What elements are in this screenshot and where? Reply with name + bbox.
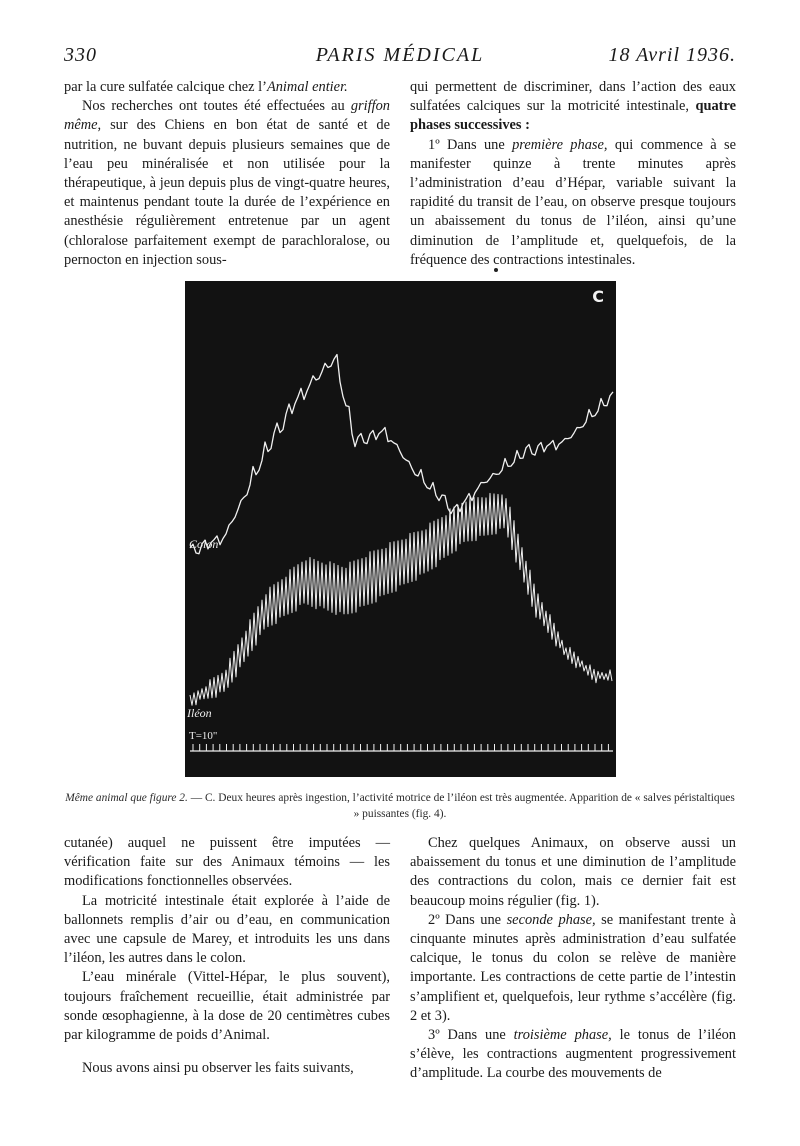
- colon-label: Colon: [189, 537, 219, 551]
- paragraph: 1º Dans une première phase, qui commence à se manifester quinze à trente minutes après l’administration d’eau d’Hépar, variable suivant la rapidité du transit de l’eau, on observe presque toujours un abaissement du tonus de l’iléon, ainsi qu’une diminution de l’amplitude et, quelquefois, de la fréquence des contractions intestinales.: [410, 136, 736, 268]
- caption-lead: Même animal que figure 2.: [65, 792, 188, 804]
- issue-date: 18 Avril 1936.: [608, 44, 736, 66]
- emphasis: seconde phase,: [506, 911, 596, 928]
- emphasis: première phase,: [512, 136, 608, 153]
- bold-phrase: quatre phases successives :: [410, 98, 736, 134]
- time-ticks: [193, 744, 608, 751]
- paragraph: L’eau minérale (Vittel-Hépar, le plus souvent), toujours fraîchement recueillie, était administrée par sonde œsophagienne, à la dose de 20 centimètres cubes par kilogramme de poids d’Animal.: [64, 969, 390, 1044]
- emphasis: troisième phase,: [513, 1027, 612, 1044]
- column-top-left: [64, 78, 390, 270]
- print-speck: [494, 268, 498, 272]
- ileon-tracing: [190, 493, 612, 705]
- figure-letter: C: [592, 287, 604, 306]
- paragraph: Nous avons ainsi pu observer les faits suivants,: [82, 1060, 354, 1077]
- paragraph: 2º Dans une seconde phase, se manifestant trente à cinquante minutes après administration d’eau sulfatée calcique, le tonus du colon se relève de manière importante. Les contractions de cette partie de l’intestin s’amplifient et, quelquefois, leur rythme s’accélère (fig. 2 et 3).: [410, 911, 736, 1024]
- paragraph: Nos recherches ont toutes été effectuées au griffon même, sur des Chiens en bon état de santé et de nutrition, ne buvant depuis plusieurs semaines que de l’eau peu minéralisée et non utilisée pour la thérapeutique, à jeun depuis plus de vingt-quatre heures, et maintenus pendant toute la durée de l’expérience en anesthésie régulièrement entretenue par un agent (chloralose parfaitement exempt de parachloralose, ou pernocton en injection sous-: [64, 98, 390, 268]
- paragraph: cutanée) auquel ne puissent être imputées — vérification faite sur des Animaux témoins — les modifications fonctionnelles observées.: [64, 835, 390, 890]
- colon-tracing: [190, 355, 613, 554]
- paragraph: La motricité intestinale était explorée à l’aide de ballonnets remplis d’air ou d’eau, en communication avec une capsule de Marey, et introduits les uns dans l’iléon, les autres dans le colon.: [64, 892, 390, 967]
- journal-title: PARIS MÉDICAL: [315, 44, 485, 66]
- ileon-label: Iléon: [187, 706, 212, 720]
- figure-caption: [64, 790, 736, 822]
- caption-text: — C. Deux heures après ingestion, l’activité motrice de l’iléon est très augmentée. Apparition de « salves péristaltiques » puissantes (fig. 4).: [187, 792, 735, 820]
- column-top-right: [410, 78, 736, 270]
- emphasis: Animal entier.: [266, 79, 348, 95]
- column-bottom-left: [64, 834, 390, 1078]
- paragraph: qui permettent de discriminer, dans l’action des eaux sulfatées calciques sur la motricité intestinale, quatre phases successives :: [410, 79, 736, 134]
- paragraph: Chez quelques Animaux, on observe aussi un abaissement du tonus et une diminution de l’amplitude des contractions du colon, mais ce dernier fait est beaucoup moins régulier (fig. 1).: [410, 835, 736, 909]
- emphasis: griffon même,: [64, 98, 390, 134]
- kymograph-tracing: [185, 281, 616, 777]
- time-label: T=10": [189, 730, 218, 742]
- kymograph-figure: [185, 281, 616, 777]
- column-bottom-right: [410, 834, 736, 1084]
- paragraph: par la cure sulfatée calcique chez l’Animal entier.: [64, 79, 348, 95]
- page-number: 330: [64, 44, 97, 66]
- running-header: [64, 40, 736, 70]
- paragraph: 3º Dans une troisième phase, le tonus de l’iléon s’élève, les contractions augmentent progressivement d’amplitude. La courbe des mouvements de: [410, 1027, 736, 1082]
